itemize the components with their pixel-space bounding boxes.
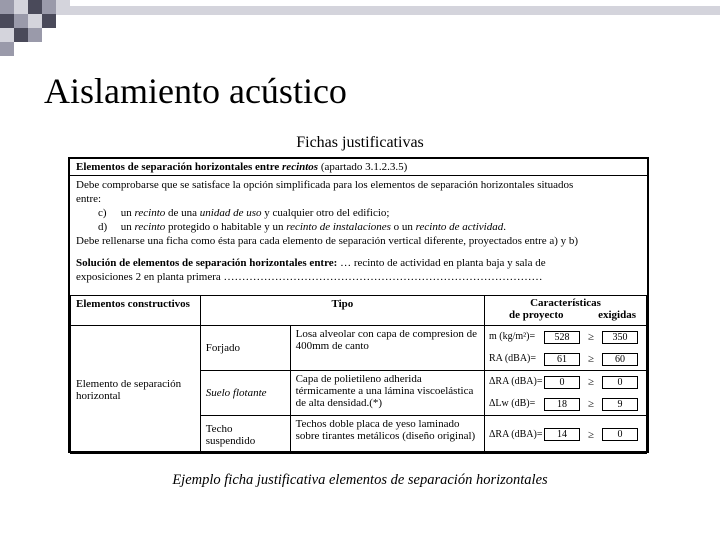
param-label: m (kg/m²)=	[489, 331, 536, 342]
param-label: RA (dBA)=	[489, 353, 537, 364]
decor-square	[28, 14, 42, 28]
element-name: Elemento de separación horizontal	[71, 326, 201, 454]
col-elementos: Elementos constructivos	[71, 296, 201, 326]
row-params	[485, 326, 647, 371]
param-row	[489, 371, 642, 393]
slide-subtitle: Fichas justificativas	[296, 134, 424, 151]
value-exigida: 60	[602, 353, 638, 366]
comparison: ≥	[587, 398, 595, 410]
decor-square	[0, 14, 14, 28]
param-label: ΔLw (dB)=	[489, 398, 536, 409]
decor-bar	[56, 6, 720, 15]
form-header: Elementos de separación horizontales entre recintos (apartado 3.1.2.3.5)	[70, 159, 647, 176]
param-label: ΔRA (dBA)=	[489, 376, 543, 387]
comparison: ≥	[587, 376, 595, 388]
table-row	[71, 326, 647, 371]
item-d: d) un recinto protegido o habitable y un recinto de instalaciones o un recinto de actividad.	[98, 221, 506, 233]
row-name: Suelo flotante	[200, 371, 290, 416]
param-row	[489, 424, 642, 446]
row-name: Techo suspendido	[200, 416, 290, 454]
justification-form	[68, 157, 649, 453]
decor-square	[28, 28, 42, 42]
comparison: ≥	[587, 428, 595, 441]
decor-square	[14, 14, 28, 28]
decor-square	[0, 0, 14, 14]
elements-table	[70, 295, 647, 454]
param-row	[489, 326, 642, 348]
value-proyecto: 18	[544, 398, 580, 411]
value-exigida: 0	[602, 376, 638, 389]
row-tipo: Losa alveolar con capa de compresion de 400mm de canto	[290, 326, 484, 371]
row-name: Forjado	[200, 326, 290, 371]
value-proyecto: 61	[544, 353, 580, 366]
decor-square	[42, 0, 56, 14]
comparison: ≥	[587, 353, 595, 365]
item-c: c) un recinto de una unidad de uso y cualquier otro del edificio;	[98, 207, 390, 219]
value-proyecto: 14	[544, 428, 580, 441]
comparison: ≥	[587, 331, 595, 343]
col-caracteristicas: Características de proyecto exigidas	[485, 296, 647, 326]
form-intro: Debe comprobarse que se satisface la opción simplificada para los elementos de separación horizontales situados entre: c) un recinto de una unidad de uso y cualquier otro del edificio; d) un recinto protegido o habitable y un recinto de instalaciones o un recinto de actividad. Debe rellenarse una ficha como ésta para cada elemento de separación vertical diferente, proyectados entre a) y b) Solución de elementos de separación horizontales entre: … recinto de actividad en planta baja y sala de exposiciones 2 en planta primera ……………………………………………………………………………	[76, 178, 642, 284]
solucion-line: Solución de elementos de separación horizontales entre: … recinto de actividad en planta baja y sala de	[76, 257, 546, 269]
param-label: ΔRA (dBA)=	[489, 428, 543, 440]
row-tipo: Capa de polietileno adherida térmicamente a una lámina viscoelástica de alta densidad.(*)	[290, 371, 484, 416]
table-header-row	[71, 296, 647, 326]
value-exigida: 0	[602, 428, 638, 441]
col-tipo: Tipo	[200, 296, 484, 326]
slide-title: Aislamiento acústico	[44, 71, 347, 111]
decor-square	[28, 0, 42, 14]
decor-square	[42, 14, 56, 28]
param-row	[489, 348, 642, 370]
row-params	[485, 416, 647, 454]
decor-square	[0, 28, 14, 42]
value-proyecto: 528	[544, 331, 580, 344]
decor-square	[14, 0, 28, 14]
decor-square	[14, 28, 28, 42]
value-proyecto: 0	[544, 376, 580, 389]
value-exigida: 9	[602, 398, 638, 411]
slide-caption: Ejemplo ficha justificativa elementos de separación horizontales	[172, 472, 548, 488]
param-row	[489, 393, 642, 415]
row-params	[485, 371, 647, 416]
row-tipo: Techos doble placa de yeso laminado sobre tirantes metálicos (diseño original)	[290, 416, 484, 454]
decor-square	[0, 42, 14, 56]
value-exigida: 350	[602, 331, 638, 344]
